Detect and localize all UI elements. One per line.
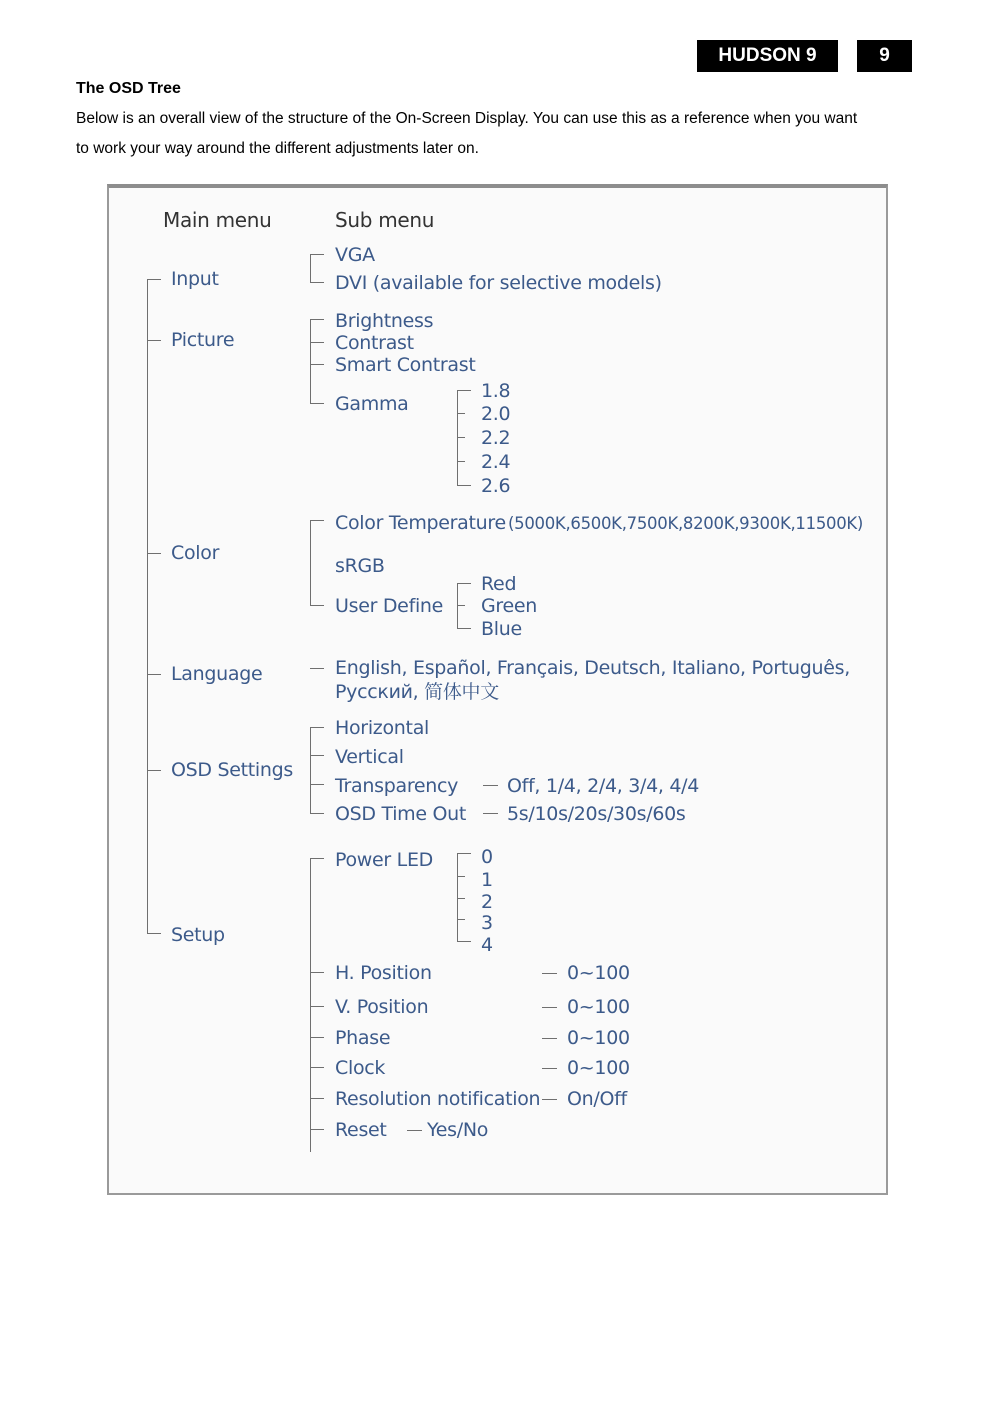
branch-line	[310, 1067, 324, 1068]
branch-line	[457, 583, 471, 584]
osd-transparency-values: Off, 1/4, 2/4, 3/4, 4/4	[507, 775, 700, 797]
branch-line	[457, 413, 465, 414]
setup-v-position-range: 0~100	[567, 996, 630, 1018]
intro-paragraph-line-1: Below is an overall view of the structure of the On-Screen Display. You can use this as a reference when you want	[76, 110, 858, 127]
main-menu-picture: Picture	[171, 329, 235, 351]
power-led-value: 0	[481, 846, 493, 868]
branch-line	[310, 784, 324, 785]
branch-line	[457, 628, 471, 629]
color-temperature: Color Temperature	[335, 512, 506, 534]
branch-line	[457, 876, 465, 877]
branch-line	[310, 972, 324, 973]
branch-line	[310, 319, 324, 320]
branch-line	[457, 605, 465, 606]
dash-line	[542, 1007, 557, 1008]
branch-line	[457, 898, 465, 899]
language-values-line-2: Русский, 简体中文	[335, 681, 499, 703]
branch-line	[310, 755, 324, 756]
branch-line	[310, 668, 324, 669]
color-temperature-values: (5000K,6500K,7500K,8200K,9300K,11500K)	[508, 514, 864, 533]
osd-settings-bracket-line	[310, 727, 311, 813]
gamma-value: 2.0	[481, 403, 511, 425]
branch-line	[310, 364, 324, 365]
gamma-value: 2.2	[481, 427, 511, 449]
gamma-value: 2.4	[481, 451, 511, 473]
branch-line	[310, 813, 324, 814]
main-menu-osd-settings: OSD Settings	[171, 759, 294, 781]
dash-line	[542, 1038, 557, 1039]
input-vga: VGA	[335, 244, 375, 266]
main-branch-line	[147, 340, 161, 341]
user-define-red: Red	[481, 573, 517, 595]
picture-brightness: Brightness	[335, 310, 434, 332]
branch-line	[310, 342, 324, 343]
setup-h-position: H. Position	[335, 962, 432, 984]
dash-line	[407, 1130, 422, 1131]
branch-line	[310, 403, 324, 404]
color-srgb: sRGB	[335, 555, 385, 577]
setup-resolution-notification-values: On/Off	[567, 1088, 627, 1110]
page-number-badge: 9	[857, 40, 912, 72]
power-led-value: 3	[481, 912, 493, 934]
input-bracket-line	[310, 254, 311, 282]
branch-line	[310, 1098, 324, 1099]
setup-resolution-notification: Resolution notification	[335, 1088, 541, 1110]
branch-line	[457, 485, 471, 486]
input-dvi: DVI (available for selective models)	[335, 272, 662, 294]
branch-line	[310, 1129, 324, 1130]
dash-line	[483, 785, 498, 786]
osd-tree-diagram	[107, 184, 888, 1195]
main-menu-header: Main menu	[163, 208, 272, 232]
setup-clock-range: 0~100	[567, 1057, 630, 1079]
main-branch-line	[147, 553, 161, 554]
setup-reset-values: Yes/No	[427, 1119, 489, 1141]
branch-line	[457, 390, 471, 391]
intro-paragraph-line-2: to work your way around the different adjustments later on.	[76, 140, 479, 157]
picture-contrast: Contrast	[335, 332, 414, 354]
gamma-value: 2.6	[481, 475, 511, 497]
branch-line	[310, 1037, 324, 1038]
branch-line	[310, 727, 324, 728]
dash-line	[542, 1099, 557, 1100]
user-define-green: Green	[481, 595, 538, 617]
setup-v-position: V. Position	[335, 996, 429, 1018]
branch-line	[310, 520, 324, 521]
branch-line	[457, 853, 471, 854]
branch-line	[310, 605, 324, 606]
branch-line	[457, 941, 471, 942]
picture-bracket-line	[310, 319, 311, 403]
branch-line	[310, 254, 324, 255]
section-heading: The OSD Tree	[76, 80, 181, 97]
color-user-define: User Define	[335, 595, 444, 617]
setup-power-led: Power LED	[335, 849, 434, 871]
setup-clock: Clock	[335, 1057, 386, 1079]
main-menu-input: Input	[171, 268, 219, 290]
setup-reset: Reset	[335, 1119, 387, 1141]
osd-time-out: OSD Time Out	[335, 803, 467, 825]
power-led-value: 1	[481, 869, 493, 891]
osd-transparency: Transparency	[335, 775, 459, 797]
picture-gamma: Gamma	[335, 393, 409, 415]
main-branch-line	[147, 770, 161, 771]
setup-h-position-range: 0~100	[567, 962, 630, 984]
branch-line	[457, 461, 465, 462]
setup-bracket-line	[310, 858, 311, 1152]
sub-menu-header: Sub menu	[335, 208, 435, 232]
main-branch-line	[147, 933, 161, 934]
picture-smart-contrast: Smart Contrast	[335, 354, 476, 376]
dash-line	[542, 973, 557, 974]
header-title-badge: HUDSON 9	[697, 40, 838, 72]
main-branch-line	[147, 279, 161, 280]
branch-line	[310, 858, 324, 859]
main-branch-line	[147, 674, 161, 675]
power-led-bracket-line	[457, 853, 458, 941]
power-led-value: 2	[481, 891, 493, 913]
osd-time-out-values: 5s/10s/20s/30s/60s	[507, 803, 686, 825]
main-menu-color: Color	[171, 542, 220, 564]
osd-vertical: Vertical	[335, 746, 404, 768]
dash-line	[483, 813, 498, 814]
osd-horizontal: Horizontal	[335, 717, 430, 739]
main-trunk-line	[147, 279, 148, 933]
setup-phase-range: 0~100	[567, 1027, 630, 1049]
main-menu-setup: Setup	[171, 924, 225, 946]
branch-line	[310, 282, 324, 283]
color-bracket-line	[310, 520, 311, 605]
dash-line	[542, 1068, 557, 1069]
branch-line	[310, 1006, 324, 1007]
branch-line	[457, 437, 465, 438]
main-menu-language: Language	[171, 663, 263, 685]
setup-phase: Phase	[335, 1027, 391, 1049]
user-define-blue: Blue	[481, 618, 522, 640]
gamma-value: 1.8	[481, 380, 511, 402]
power-led-value: 4	[481, 934, 493, 956]
language-values-line-1: English, Español, Français, Deutsch, Italiano, Português,	[335, 657, 850, 679]
branch-line	[457, 919, 465, 920]
